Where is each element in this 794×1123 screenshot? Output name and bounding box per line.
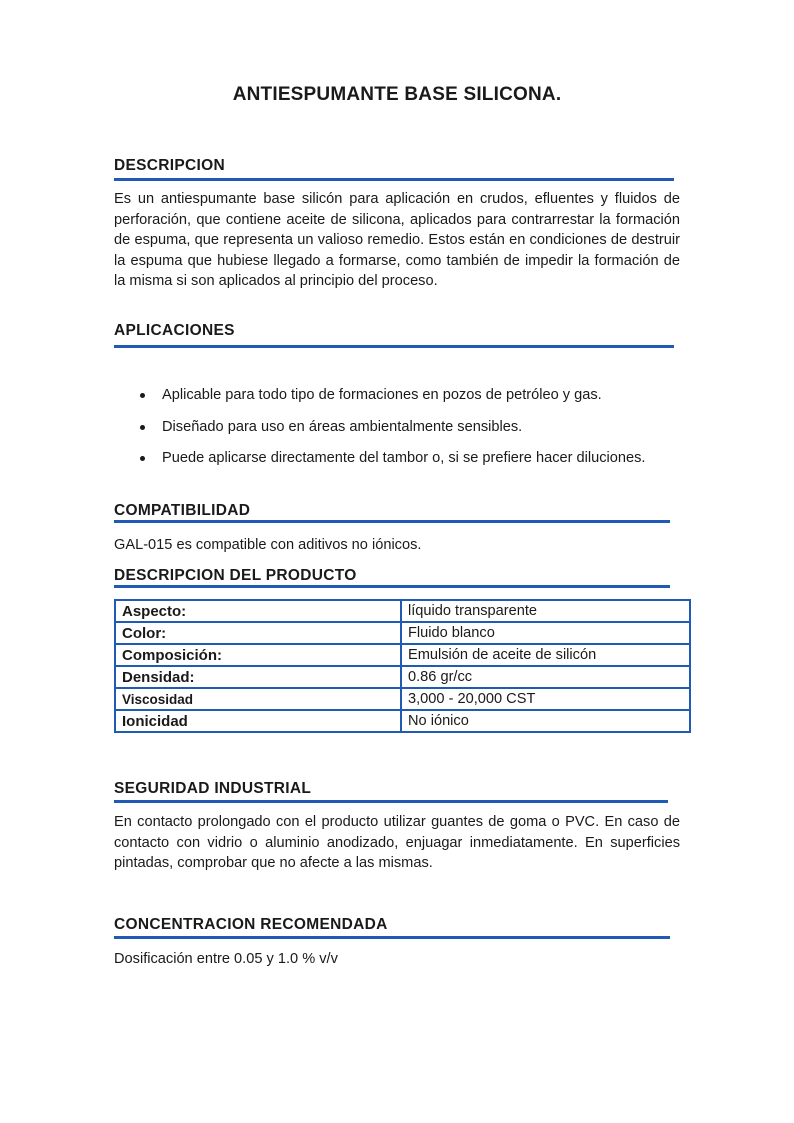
seguridad-text: En contacto prolongado con el producto utilizar guantes de goma o PVC. En caso de contacto con vidrio o aluminio anodizado, enjuagar inmediatamente. En superficies pintadas, comprobar que no afecte a las mismas. xyxy=(114,814,680,871)
section-heading-seguridad: SEGURIDAD INDUSTRIAL xyxy=(114,780,312,797)
list-item: Diseñado para uso en áreas ambientalmente sensibles. xyxy=(114,417,680,438)
bullet-icon xyxy=(140,393,145,398)
property-value: 0.86 gr/cc xyxy=(401,666,690,688)
section-rule xyxy=(114,585,670,588)
section-rule xyxy=(114,936,670,939)
concentracion-text: Dosificación entre 0.05 y 1.0 % v/v xyxy=(114,951,338,967)
property-value: líquido transparente xyxy=(401,600,690,622)
section-heading-compatibilidad: COMPATIBILIDAD xyxy=(114,502,251,519)
table-row xyxy=(115,710,690,732)
section-heading-concentracion: CONCENTRACION RECOMENDADA xyxy=(114,916,388,933)
table-row xyxy=(115,688,690,710)
property-key: Ionicidad xyxy=(115,710,401,732)
property-key: Color: xyxy=(115,622,401,644)
property-value: 3,000 - 20,000 CST xyxy=(401,688,690,710)
product-properties-table xyxy=(114,599,691,733)
table-row xyxy=(115,622,690,644)
list-item: Puede aplicarse directamente del tambor o, si se prefiere hacer diluciones. xyxy=(114,448,680,469)
property-value: Fluido blanco xyxy=(401,622,690,644)
bullet-icon xyxy=(140,456,145,461)
list-item: Aplicable para todo tipo de formaciones en pozos de petróleo y gas. xyxy=(114,385,680,406)
aplicaciones-list xyxy=(114,385,680,480)
table-row xyxy=(115,666,690,688)
property-key: Viscosidad xyxy=(115,688,401,710)
property-key: Densidad: xyxy=(115,666,401,688)
descripcion-text: Es un antiespumante base silicón para aplicación en crudos, efluentes y fluidos de perforación, que contiene aceite de silicona, aplicados para contrarrestar la formación de espuma, que representa un valioso remedio. Estos están en condiciones de destruir la espuma que hubiese llegado a formarse, como también de impedir la formación de la misma si son aplicados al principio del proceso. xyxy=(114,191,680,289)
bullet-icon xyxy=(140,425,145,430)
section-heading-aplicaciones: APLICACIONES xyxy=(114,322,235,339)
property-value: No iónico xyxy=(401,710,690,732)
section-rule xyxy=(114,800,668,803)
document-title: ANTIESPUMANTE BASE SILICONA. xyxy=(232,84,562,105)
section-heading-producto: DESCRIPCION DEL PRODUCTO xyxy=(114,567,357,584)
section-heading-descripcion: DESCRIPCION xyxy=(114,157,225,174)
section-rule xyxy=(114,345,674,348)
property-key: Aspecto: xyxy=(115,600,401,622)
section-rule xyxy=(114,520,670,523)
property-value: Emulsión de aceite de silicón xyxy=(401,644,690,666)
table-row xyxy=(115,644,690,666)
property-key: Composición: xyxy=(115,644,401,666)
section-rule xyxy=(114,178,674,181)
compatibilidad-text: GAL-015 es compatible con aditivos no iónicos. xyxy=(114,537,422,553)
table-row xyxy=(115,600,690,622)
